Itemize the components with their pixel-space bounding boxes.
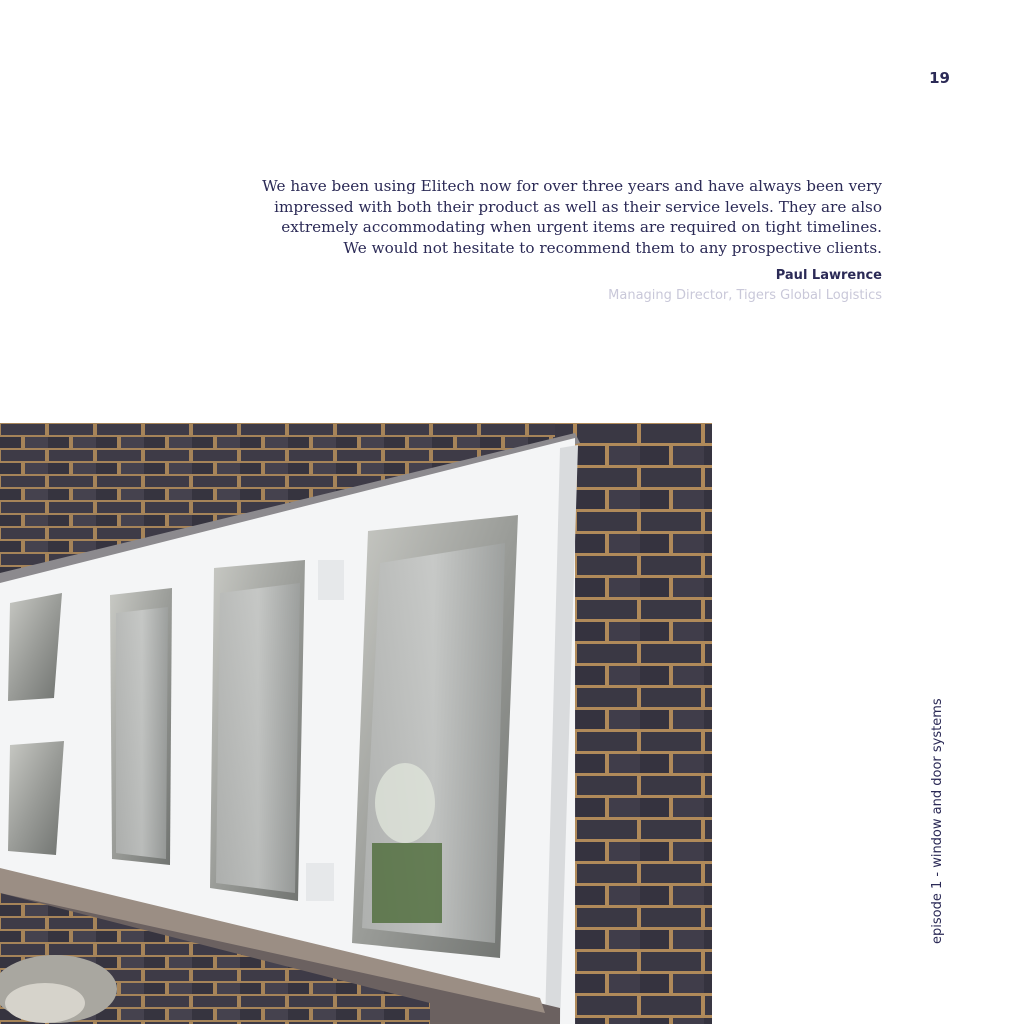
quote-line-2: impressed with both their product as well as their service levels. They are also [274, 197, 882, 216]
testimonial-author: Paul Lawrence [775, 268, 882, 284]
quote-line-3: extremely accommodating when urgent items are required on tight timelines. [281, 218, 882, 237]
episode-label: episode 1 - window and door systems [930, 698, 945, 944]
window-photo [0, 423, 712, 1024]
testimonial-role: Managing Director, Tigers Global Logistics [608, 288, 882, 304]
testimonial [262, 176, 882, 303]
page-number: 19 [929, 69, 950, 87]
testimonial-quote [262, 176, 882, 258]
quote-line-1: We have been using Elitech now for over three years and have always been very [262, 177, 882, 195]
quote-line-4: We would not hesitate to recommend them to any prospective clients. [343, 238, 882, 257]
